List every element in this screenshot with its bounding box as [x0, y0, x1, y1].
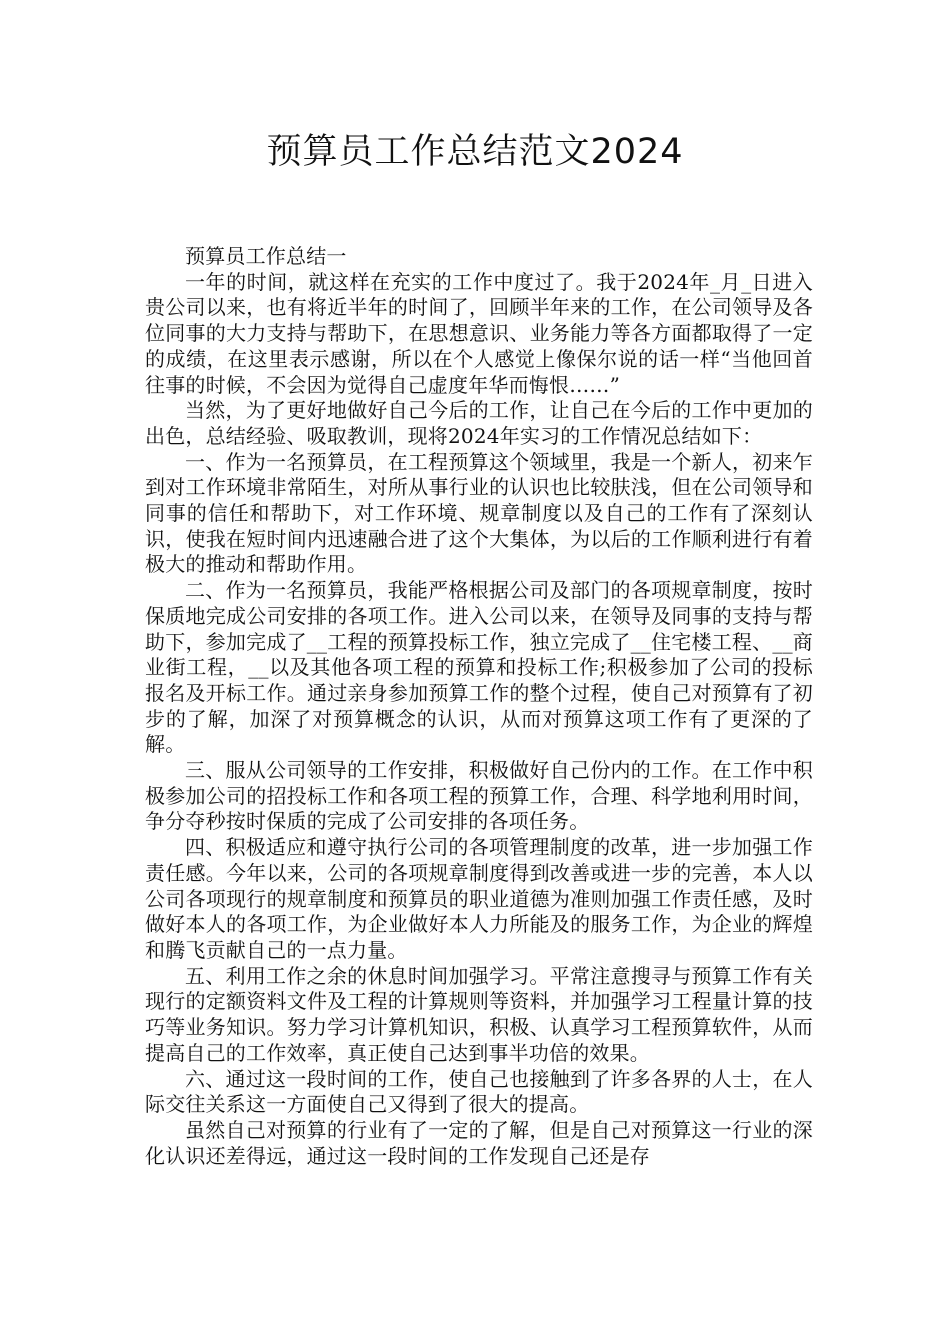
document-body [145, 244, 813, 1169]
paragraph: 虽然自己对预算的行业有了一定的了解，但是自己对预算这一行业的深化认识还差得远，通过这一段时间的工作发现自己还是存 [145, 1117, 813, 1168]
paragraph: 一、作为一名预算员，在工程预算这个领域里，我是一个新人，初来乍到对工作环境非常陌生，对所从事行业的认识也比较肤浅，但在公司领导和同事的信任和帮助下，对工作环境、规章制度以及自己的工作有了深刻认识，使我在短时间内迅速融合进了这个大集体，为以后的工作顺利进行有着极大的推动和帮助作用。 [145, 449, 813, 577]
paragraph: 二、作为一名预算员，我能严格根据公司及部门的各项规章制度，按时保质地完成公司安排的各项工作。进入公司以来，在领导及同事的支持与帮助下，参加完成了__工程的预算投标工作，独立完成了__住宅楼工程、__商业街工程，__以及其他各项工程的预算和投标工作;积极参加了公司的投标报名及开标工作。通过亲身参加预算工作的整个过程，使自己对预算有了初步的了解，加深了对预算概念的认识，从而对预算这项工作有了更深的了解。 [145, 578, 813, 757]
paragraph: 一年的时间，就这样在充实的工作中度过了。我于2024年_月_日进入贵公司以来，也有将近半年的时间了，回顾半年来的工作，在公司领导及各位同事的大力支持与帮助下，在思想意识、业务能力等各方面都取得了一定的成绩，在这里表示感谢，所以在个人感觉上像保尔说的话一样“当他回首往事的时候，不会因为觉得自己虚度年华而悔恨……” [145, 269, 813, 397]
paragraph: 三、服从公司领导的工作安排，积极做好自己份内的工作。在工作中积极参加公司的招投标工作和各项工程的预算工作，合理、科学地利用时间，争分夺秒按时保质的完成了公司安排的各项任务。 [145, 758, 813, 834]
paragraph: 五、利用工作之余的休息时间加强学习。平常注意搜寻与预算工作有关现行的定额资料文件及工程的计算规则等资料，并加强学习工程量计算的技巧等业务知识。努力学习计算机知识，积极、认真学习工程预算软件，从而提高自己的工作效率，真正使自己达到事半功倍的效果。 [145, 963, 813, 1065]
paragraph: 六、通过这一段时间的工作，使自己也接触到了许多各界的人士，在人际交往关系这一方面使自己又得到了很大的提高。 [145, 1066, 813, 1117]
section-heading: 预算员工作总结一 [185, 244, 347, 268]
document-title: 预算员工作总结范文2024 [266, 132, 684, 172]
paragraph: 四、积极适应和遵守执行公司的各项管理制度的改革，进一步加强工作责任感。今年以来，公司的各项规章制度得到改善或进一步的完善，本人以公司各项现行的规章制度和预算员的职业道德为准则加强工作责任感，及时做好本人的各项工作，为企业做好本人力所能及的服务工作，为企业的辉煌和腾飞贡献自己的一点力量。 [145, 835, 813, 962]
paragraph: 当然，为了更好地做好自己今后的工作，让自己在今后的工作中更加的出色，总结经验、吸取教训，现将2024年实习的工作情况总结如下： [145, 398, 813, 448]
